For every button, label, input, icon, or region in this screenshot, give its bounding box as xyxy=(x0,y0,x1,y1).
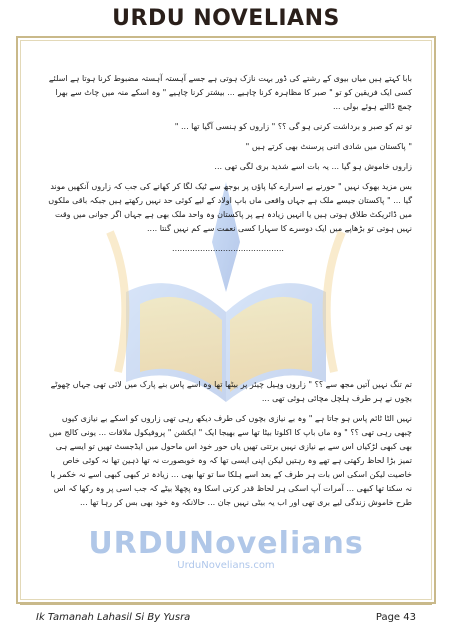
body-text-top xyxy=(44,72,412,262)
footer-book-title: Ik Tamanah Lahasil Si By Yusra xyxy=(36,612,191,623)
footer-page-number: Page 43 xyxy=(375,612,416,623)
paragraph: نہیں الٹا ٹائم پاس ہو جاتا ہے " وہ بے نیازی بچوں کی طرف دیکھ رہی تھی زاروں کو اسکے بے نیازی کیوں چبھی رہی تھی ؟؟ " وہ ماں باپ کا اکلوتا بیٹا تھا سے بھیجا ایک " ایکشن " پروفیکول ملاقات ... یونی کالج میں بھی کبھی لڑکیاں اس سے بے نیازی نہیں برتتی تھیں یاں حور خود اس ماحول میں ایڈجسٹ تھیں تو ایسے ہی تمیز بڑا لحاظ رکھتی ہے تھے وہ رہتیں لیکن اپنی ایسی تھا کہ وہ خوبصورت نہ تھا ذہین تھا نہ کوئی خاص خاصیت لیکن اسکی اس بات ہر طرف کے بعد اسے ہلکا سا تو تھا بھی ... زیادہ تر کبھی کبھی اسے نہ خکمر یا نہ سکتا تھا کبھی ... آمرات آپ اسکی ہر لحاظ قدر کرتی اسکا وہ پچھلا بیٹے کہ جب اسی پر وہ رکھا کہ اس طرح خاموش زندگی لیے بری تھی اور اب یہ بیٹی نہیں جان ... حالانکہ وہ خود بھی بس کر رہا تھا ... xyxy=(49,414,412,507)
paragraph: تم تنگ نہیں آتیں مجھ سے ؟؟ " زاروں وہیل چیئر پر بیٹھا تھا وہ اسے پاس بنے پارک میں لائی تھی جہاں چھوٹے بچوں نے ہر طرف ہلچل مچائی ہوئی تھی ... xyxy=(50,380,412,403)
paragraph: تو تم کو صبر و برداشت کرنی ہو گی ؟؟ " زاروں کو ہنسی آگیا تھا ... " xyxy=(174,122,412,131)
paragraph: زاروں خاموش ہو گیا ... یہ بات اسے شدید بری لگی تھی ... xyxy=(214,162,412,171)
body-text-bottom xyxy=(44,378,412,516)
watermark-text: URDUNovelians xyxy=(88,526,364,561)
separator: ............................................ xyxy=(172,244,284,253)
page-header-title: URDU NOVELIANS xyxy=(112,6,340,31)
watermark-subtext: UrduNovelians.com xyxy=(177,560,275,571)
paragraph: بابا کہتے ہیں میاں بیوی کے رشتے کی ڈور بہت نازک ہوتی ہے جسے آہستہ آہستہ مضبوط کرنا ہوتا ہے اسلئے کسی ایک فریقین کو تو " صبر کا مظاہرہ کرنا چاہیے ... بیشتر کرنا چاہیے " وہ اسکے منہ میں چاٹ سے بھرا چمچ ڈالتے ہوئے بولی ... xyxy=(48,74,412,111)
paragraph: بس مزید بھوک نہیں " حورنے بے اسرارے کیا پاؤں پر بوجھ سے ٹیک لگا کر کھانے کی جب کہ زاروں آنکھیں موند گیا ... " پاکستان جیسے ملک ہے جہاں واقعی ماں باپ اولاد کے لیے کوئی حد نہیں رکھتے ہیں جبکہ باقی ملکوں میں ڈائریکٹ طلاق ہوتی ہیں یا انہیں زیادہ ہے پر پاکستان وہ واحد ملک بھی ہے جہاں اگر جوانی میں وقت نہیں ہوتی تو بڑھاپے میں ایک دوسرے کا سہارا کسی نعمت سے کم نہیں گنتا .... xyxy=(48,182,412,233)
footer-divider xyxy=(20,604,432,605)
paragraph: " پاکستان میں شادی اتنی پرسنٹ بھی کرتے ہیں " xyxy=(245,142,412,151)
